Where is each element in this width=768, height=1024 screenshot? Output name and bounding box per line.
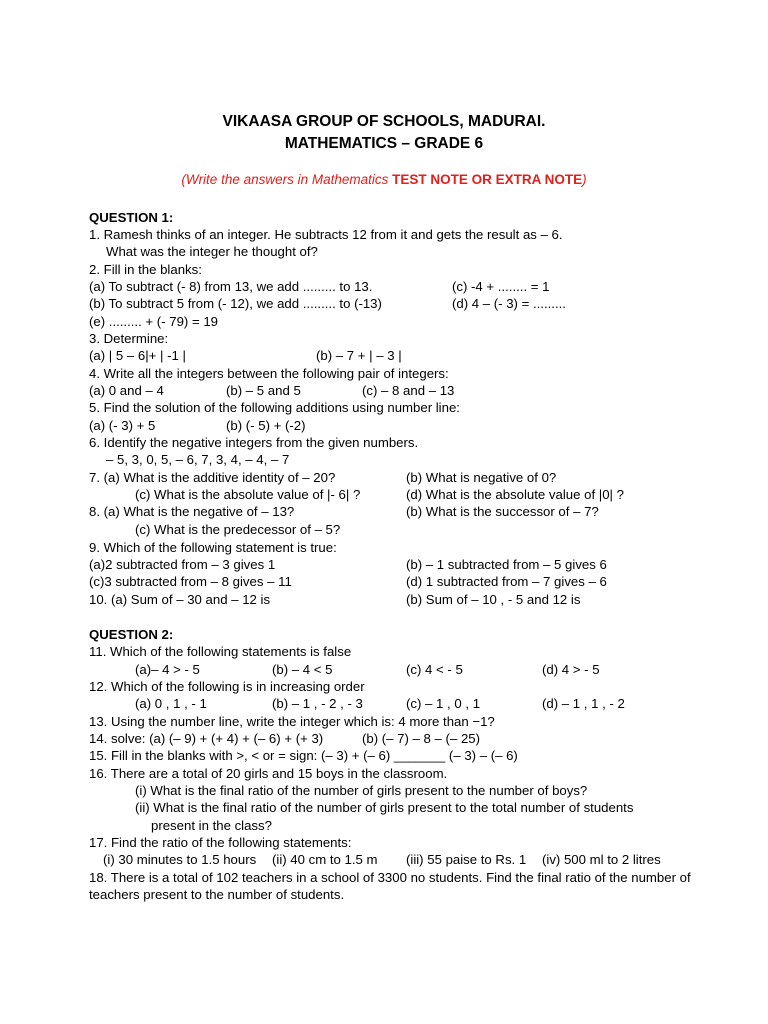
q1-line: (c)3 subtracted from – 8 gives – 11 [89, 574, 292, 589]
instruction-note [0, 172, 768, 187]
q1-line: (b) What is negative of 0? [406, 470, 557, 485]
q1-line: (d) 1 subtracted from – 7 gives – 6 [406, 574, 607, 589]
note-prefix: (Write the answers in Mathematics [181, 172, 393, 187]
q2-line: (b) – 1 , - 2 , - 3 [272, 696, 363, 711]
q1-line: 7. (a) What is the additive identity of – 20? [89, 470, 336, 485]
q2-line: (c) 4 < - 5 [406, 662, 463, 677]
q2-line: (b) – 4 < 5 [272, 662, 333, 677]
q2-line: 12. Which of the following is in increasing order [89, 679, 365, 694]
q2-line: (ii) 40 cm to 1.5 m [272, 852, 378, 867]
q2-line: present in the class? [151, 818, 272, 833]
q1-line: (a) 0 and – 4 [89, 383, 164, 398]
question-2-heading: QUESTION 2: [89, 627, 174, 642]
q1-line: (a)2 subtracted from – 3 gives 1 [89, 557, 276, 572]
q2-line: (c) – 1 , 0 , 1 [406, 696, 481, 711]
q2-line: (i) 30 minutes to 1.5 hours [103, 852, 257, 867]
q2-line: 11. Which of the following statements is false [89, 644, 352, 659]
q2-line: (iii) 55 paise to Rs. 1 [406, 852, 527, 867]
q2-line: 15. Fill in the blanks with >, < or = sign: (– 3) + (– 6) _______ (– 3) – (– 6) [89, 748, 518, 763]
q1-line: 1. Ramesh thinks of an integer. He subtracts 12 from it and gets the result as – 6. [89, 227, 563, 242]
q1-line: (b) To subtract 5 from (- 12), we add ......... to (-13) [89, 296, 382, 311]
q1-line: What was the integer he thought of? [106, 244, 318, 259]
q1-line: (c) – 8 and – 13 [362, 383, 455, 398]
question-1-heading: QUESTION 1: [89, 210, 174, 225]
q1-line: 3. Determine: [89, 331, 169, 346]
note-suffix: ) [582, 172, 587, 187]
q2-line: (iv) 500 ml to 2 litres [542, 852, 661, 867]
q1-line: (a) (- 3) + 5 [89, 418, 156, 433]
subject-title: MATHEMATICS – GRADE 6 [284, 135, 484, 152]
q1-line: 5. Find the solution of the following additions using number line: [89, 400, 460, 415]
q1-line: (b) – 7 + | – 3 | [316, 348, 402, 363]
q2-line: 18. There is a total of 102 teachers in a school of 3300 no students. Find the final ratio of the number of [89, 870, 691, 885]
q1-line: 9. Which of the following statement is true: [89, 540, 337, 555]
q2-line: (a) 0 , 1 , - 1 [135, 696, 207, 711]
q1-line: (e) ......... + (- 79) = 19 [89, 314, 218, 329]
q1-line: (b) Sum of – 10 , - 5 and 12 is [406, 592, 581, 607]
q1-line: (a) | 5 – 6|+ | -1 | [89, 348, 186, 363]
q1-line: (d) 4 – (- 3) = ......... [452, 296, 566, 311]
q1-line: 10. (a) Sum of – 30 and – 12 is [89, 592, 271, 607]
q1-line: – 5, 3, 0, 5, – 6, 7, 3, 4, – 4, – 7 [106, 452, 290, 467]
q2-line: 14. solve: (a) (– 9) + (+ 4) + (– 6) + (+ 3) [89, 731, 324, 746]
q1-line: (b) – 1 subtracted from – 5 gives 6 [406, 557, 607, 572]
q1-line: (c) What is the predecessor of – 5? [135, 522, 341, 537]
q2-line: (d) – 1 , 1 , - 2 [542, 696, 625, 711]
q1-line: (c) What is the absolute value of |- 6| ? [135, 487, 361, 502]
q2-line: (d) 4 > - 5 [542, 662, 600, 677]
q1-line: 2. Fill in the blanks: [89, 262, 202, 277]
q1-line: (b) What is the successor of – 7? [406, 504, 599, 519]
q1-line: (c) -4 + ........ = 1 [452, 279, 550, 294]
q1-line: (b) – 5 and 5 [226, 383, 301, 398]
q1-line: (b) (- 5) + (-2) [226, 418, 306, 433]
q2-line: (i) What is the final ratio of the number of girls present to the number of boys? [135, 783, 588, 798]
q2-line: (ii) What is the final ratio of the number of girls present to the total number of students [135, 800, 634, 815]
q1-line: 8. (a) What is the negative of – 13? [89, 504, 295, 519]
q1-line: (a) To subtract (- 8) from 13, we add ......... to 13. [89, 279, 373, 294]
school-title: VIKAASA GROUP OF SCHOOLS, MADURAI. [222, 113, 546, 130]
q2-line: 17. Find the ratio of the following statements: [89, 835, 352, 850]
note-emphasis: TEST NOTE OR EXTRA NOTE [392, 172, 583, 187]
q2-line: (b) (– 7) – 8 – (– 25) [362, 731, 481, 746]
q2-line: teachers present to the number of students. [89, 887, 345, 902]
q2-line: 16. There are a total of 20 girls and 15 boys in the classroom. [89, 766, 448, 781]
q1-line: (d) What is the absolute value of |0| ? [406, 487, 624, 502]
q1-line: 6. Identify the negative integers from the given numbers. [89, 435, 419, 450]
q1-line: 4. Write all the integers between the following pair of integers: [89, 366, 449, 381]
q2-line: 13. Using the number line, write the integer which is: 4 more than −1? [89, 714, 495, 729]
q2-line: (a)– 4 > - 5 [135, 662, 200, 677]
